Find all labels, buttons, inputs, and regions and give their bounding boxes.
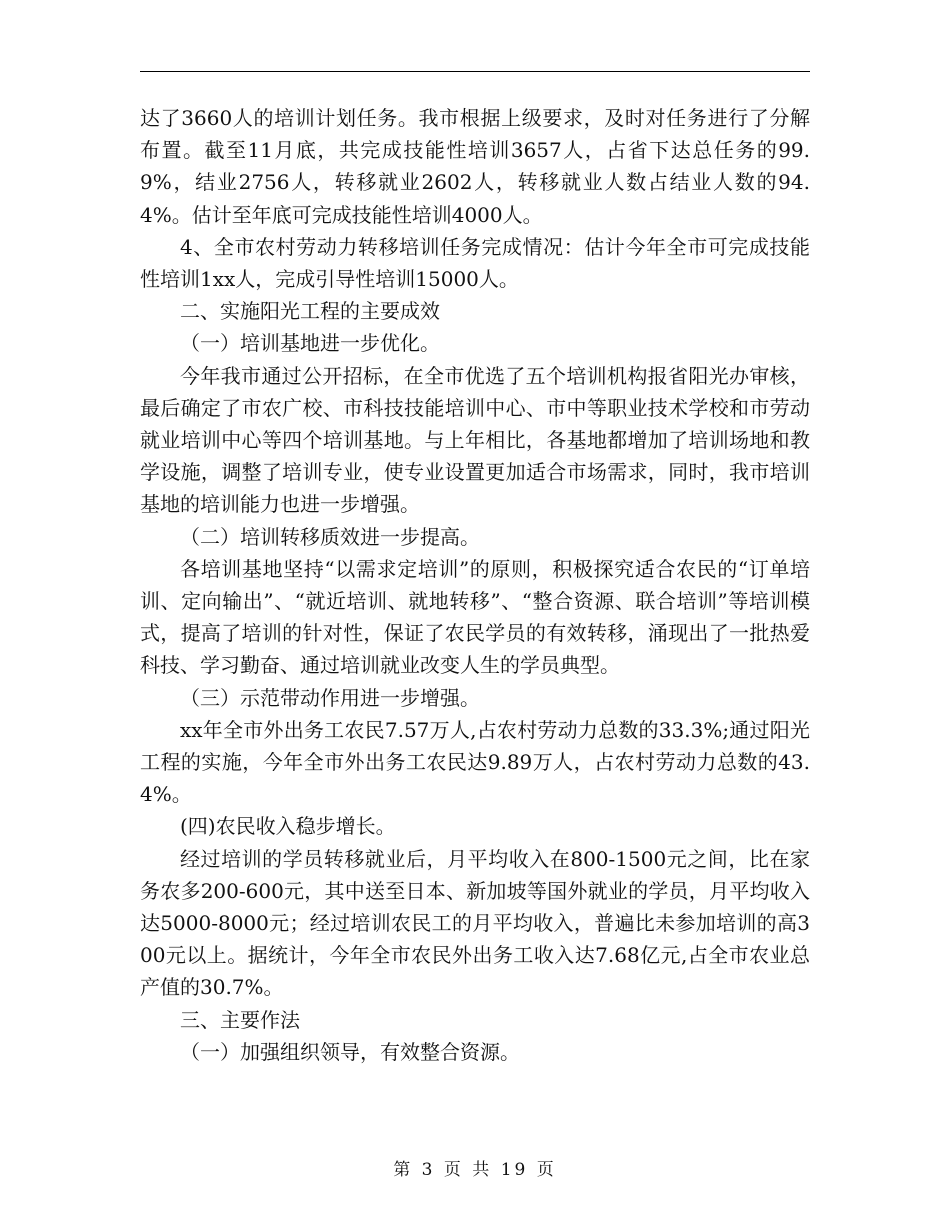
page-number: 第 3 页 共 19 页 — [393, 1160, 557, 1180]
paragraph: 二、实施阳光工程的主要成效 — [180, 299, 440, 324]
header-rule — [140, 71, 810, 72]
paragraph: 今年我市通过公开招标，在全市优选了五个培训机构报省阳光办审核，最后确定了市农广校、市科技技能培训中心、市中等职业技术学校和市劳动就业培训中心等四个培训基地。与上年相比，各基地都增加了培训场地和教学设施，调整了培训专业，使专业设置更加适合市场需求，同时，我市培训基地的培训能力也进一步增强。 — [140, 363, 810, 517]
paragraph: 达了3660人的培训计划任务。我市根据上级要求，及时对任务进行了分解布置。截至11月底，共完成技能性培训3657人，占省下达总任务的99.9%，结业2756人，转移就业2602人，转移就业人数占结业人数的94.4%。估计至年底可完成技能性培训4000人。 — [140, 106, 810, 227]
paragraph: 三、主要作法 — [180, 1007, 300, 1032]
document-body — [140, 102, 810, 1068]
paragraph: （三）示范带动作用进一步增强。 — [180, 685, 480, 710]
paragraph: 经过培训的学员转移就业后，月平均收入在800-1500元之间，比在家务农多200-600元，其中送至日本、新加坡等国外就业的学员，月平均收入达5000-8000元；经过培训农民工的月平均收入，普遍比未参加培训的高300元以上。据统计，今年全市农民外出务工收入达7.68亿元,占全市农业总产值的30.7%。 — [140, 846, 810, 1000]
paragraph: （一）培训基地进一步优化。 — [180, 331, 440, 356]
paragraph: 各培训基地坚持“以需求定培训”的原则，积极探究适合农民的“订单培训、定向输出”、“就近培训、就地转移”、“整合资源、联合培训”等培训模式，提高了培训的针对性，保证了农民学员的有效转移，涌现出了一批热爱科技、学习勤奋、通过培训就业改变人生的学员典型。 — [140, 556, 810, 678]
paragraph: （二）培训转移质效进一步提高。 — [180, 524, 480, 549]
paragraph: (四)农民收入稳步增长。 — [180, 814, 396, 839]
paragraph: （一）加强组织领导，有效整合资源。 — [180, 1039, 520, 1064]
paragraph: 4、全市农村劳动力转移培训任务完成情况：估计今年全市可完成技能性培训1xx人，完成引导性培训15000人。 — [140, 234, 810, 292]
paragraph: xx年全市外出务工农民7.57万人,占农村劳动力总数的33.3%;通过阳光工程的实施，今年全市外出务工农民达9.89万人，占农村劳动力总数的43.4%。 — [140, 717, 810, 807]
